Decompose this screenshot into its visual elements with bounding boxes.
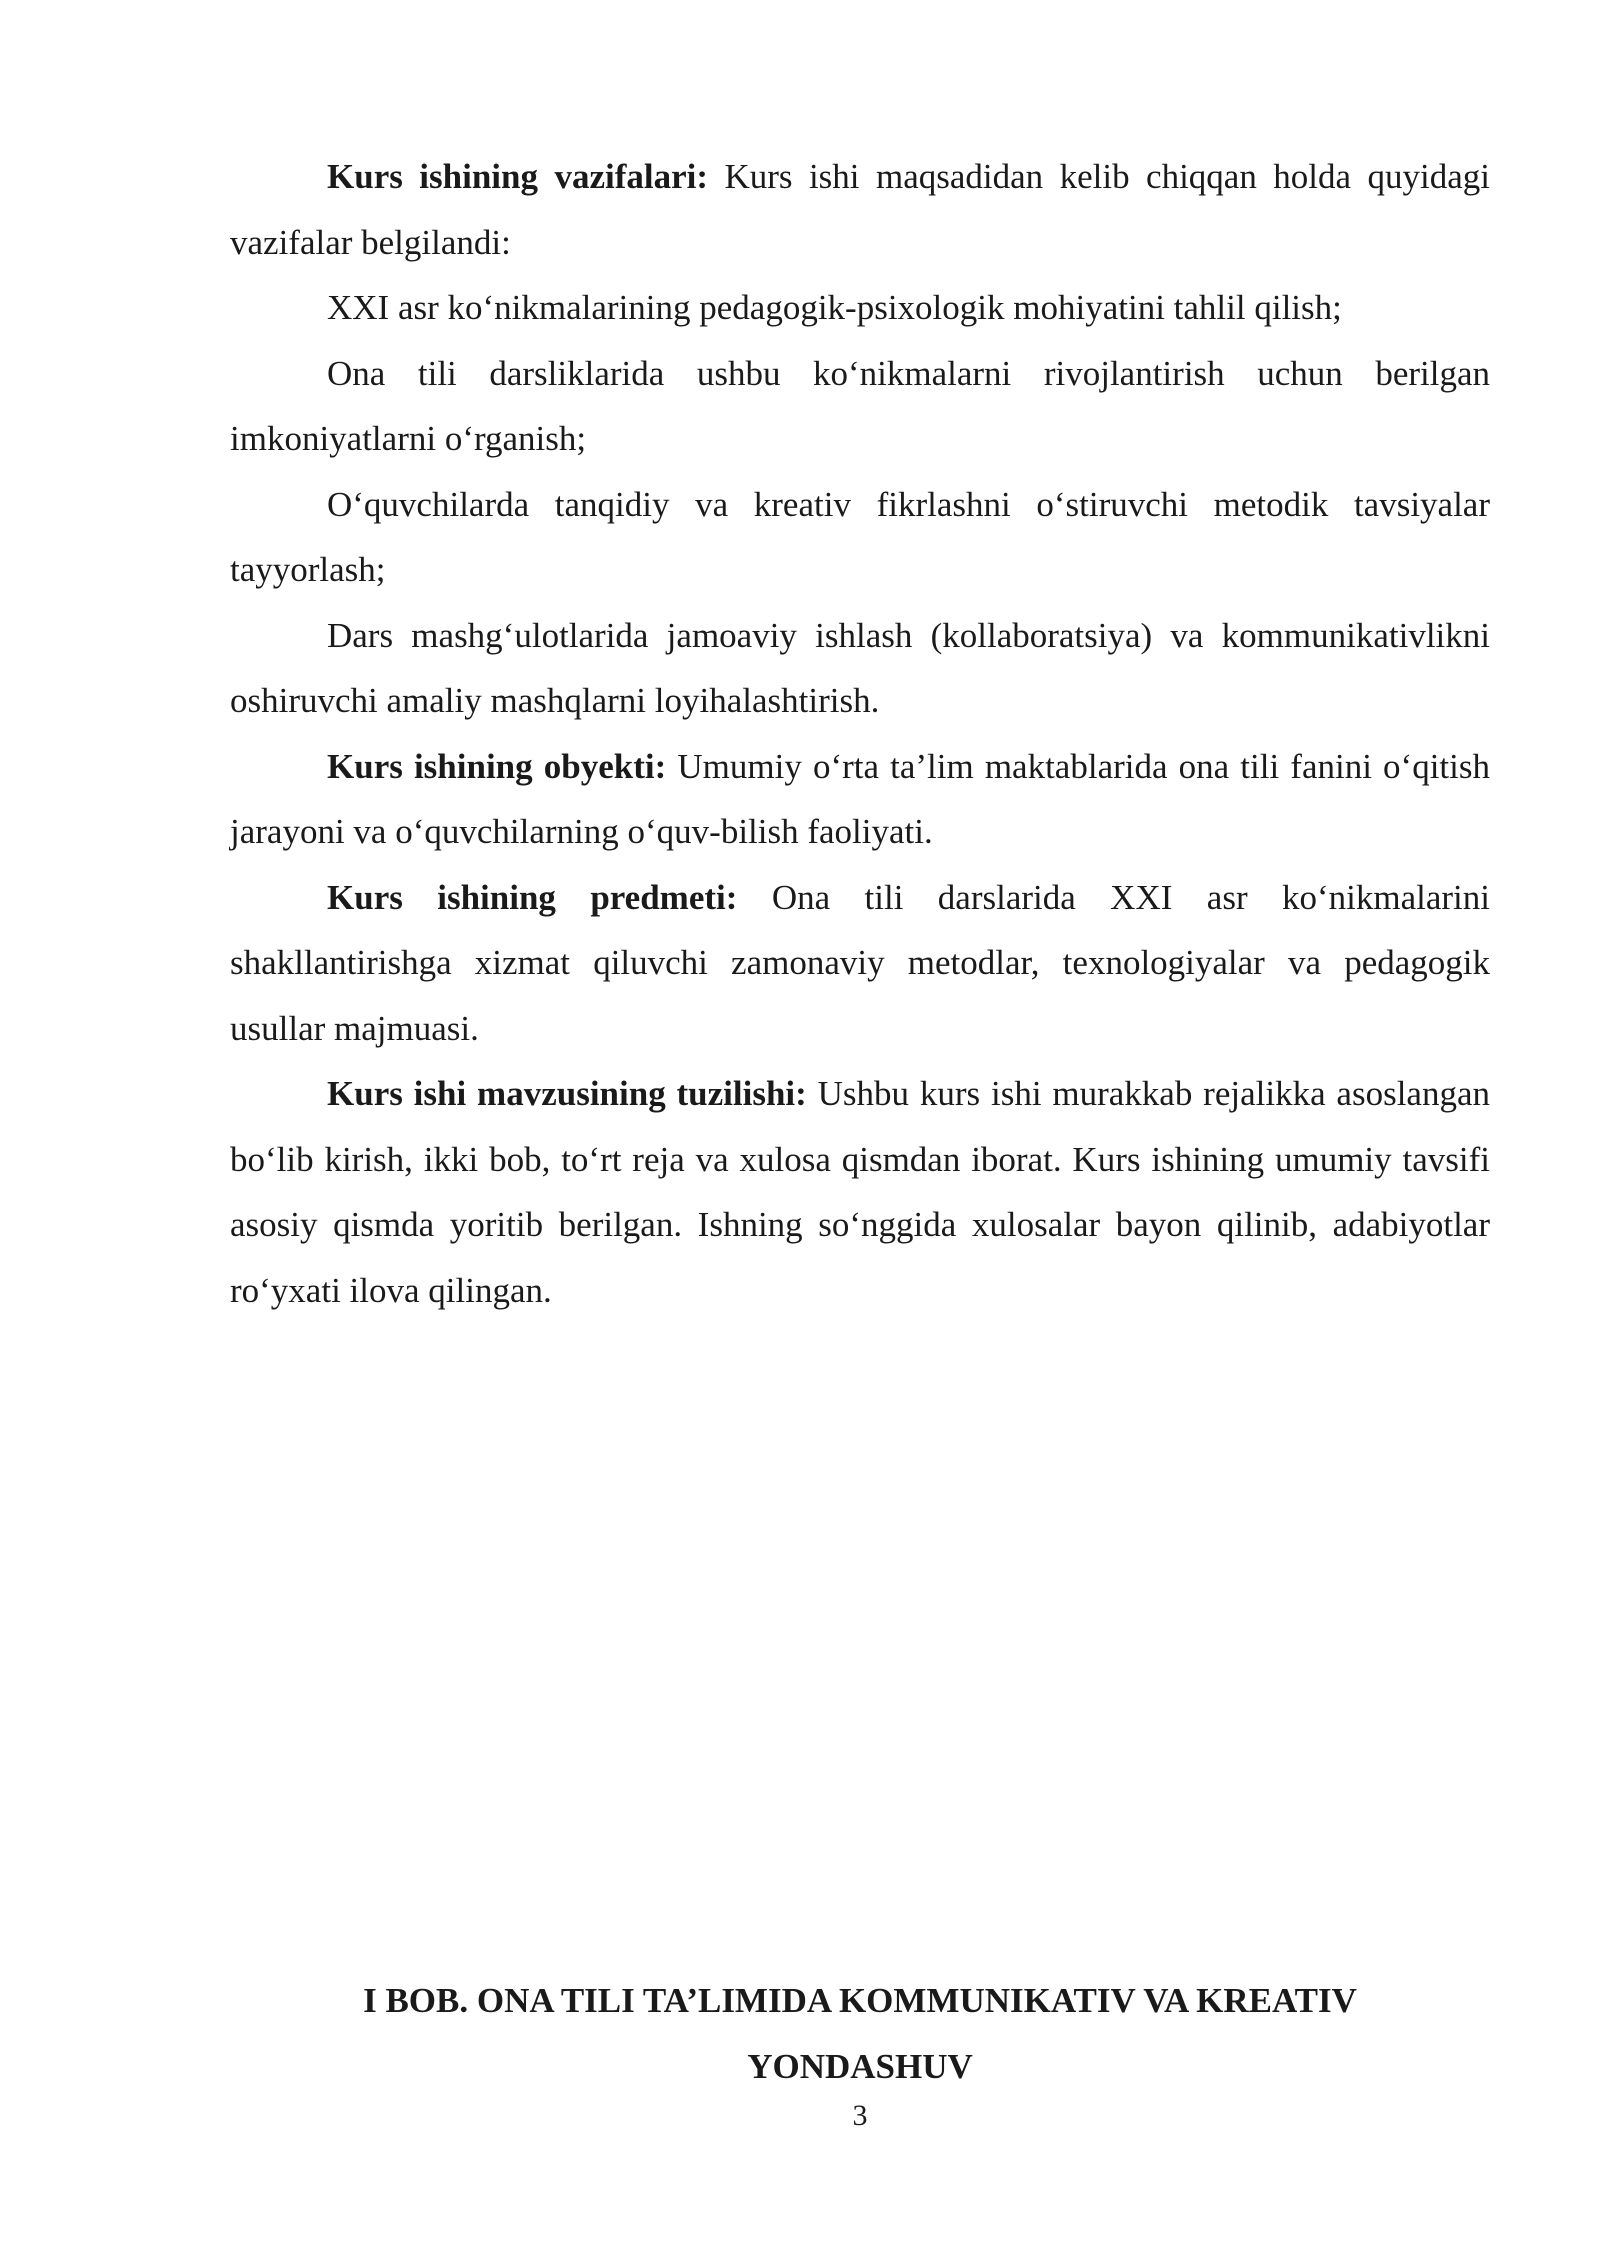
paragraph-object	[230, 734, 1490, 865]
paragraph-task-1	[230, 275, 1490, 341]
text-task-1: XXI asr ko‘nikmalarining pedagogik-psixologik mohiyatini tahlil qilish;	[327, 288, 1342, 327]
chapter-title	[230, 1968, 1490, 2099]
paragraph-task-4	[230, 603, 1490, 734]
page-number: 3	[852, 2099, 868, 2132]
text-subject: Ona tili darslarida XXI asr ko‘nikmalarini shakllantirishga xizmat qiluvchi zamonaviy metodlar, texnologiyalar va pedagogik usullar majmuasi.	[230, 877, 1490, 1048]
text-tasks: Kurs ishi maqsadidan kelib chiqqan holda quyidagi vazifalar belgilandi:	[230, 157, 1490, 262]
paragraph-subject	[230, 865, 1490, 1062]
text-task-2: Ona tili darsliklarida ushbu ko‘nikmalarni rivojlantirish uchun berilgan imkoniyatlarni o‘rganish;	[230, 353, 1490, 458]
heading-subject: Kurs ishining predmeti:	[327, 877, 738, 917]
heading-structure: Kurs ishi mavzusining tuzilishi:	[327, 1074, 807, 1113]
paragraph-task-3	[230, 472, 1490, 603]
text-task-3: O‘quvchilarda tanqidiy va kreativ fikrlashni o‘stiruvchi metodik tavsiyalar tayyorlash;	[230, 484, 1490, 589]
heading-tasks: Kurs ishining vazifalari:	[327, 157, 708, 196]
text-object: Umumiy o‘rta ta’lim maktablarida ona tili fanini o‘qitish jarayoni va o‘quvchilarning o‘quv-bilish faoliyati.	[230, 746, 1490, 851]
paragraph-structure	[230, 1061, 1490, 1323]
paragraph-task-2	[230, 341, 1490, 472]
text-task-4: Dars mashg‘ulotlarida jamoaviy ishlash (kollaboratsiya) va kommunikativlikni oshiruvchi amaliy mashqlarni loyihalashtirish.	[230, 615, 1490, 720]
chapter-title-line-2: YONDASHUV	[747, 2046, 973, 2086]
paragraph-tasks	[230, 144, 1490, 275]
heading-object: Kurs ishining obyekti:	[327, 746, 667, 786]
text-structure: Ushbu kurs ishi murakkab rejalikka asoslangan bo‘lib kirish, ikki bob, to‘rt reja va xulosa qismdan iborat. Kurs ishining umumiy tavsifi asosiy qismda yoritib berilgan. Ishning so‘nggida xulosalar bayon qilinib, adabiyotlar ro‘yxati ilova qilingan.	[230, 1074, 1490, 1310]
document-body	[230, 144, 1490, 1323]
chapter-title-line-1: I BOB. ONA TILI TA’LIMIDA KOMMUNIKATIV VA KREATIV	[363, 1981, 1357, 2020]
